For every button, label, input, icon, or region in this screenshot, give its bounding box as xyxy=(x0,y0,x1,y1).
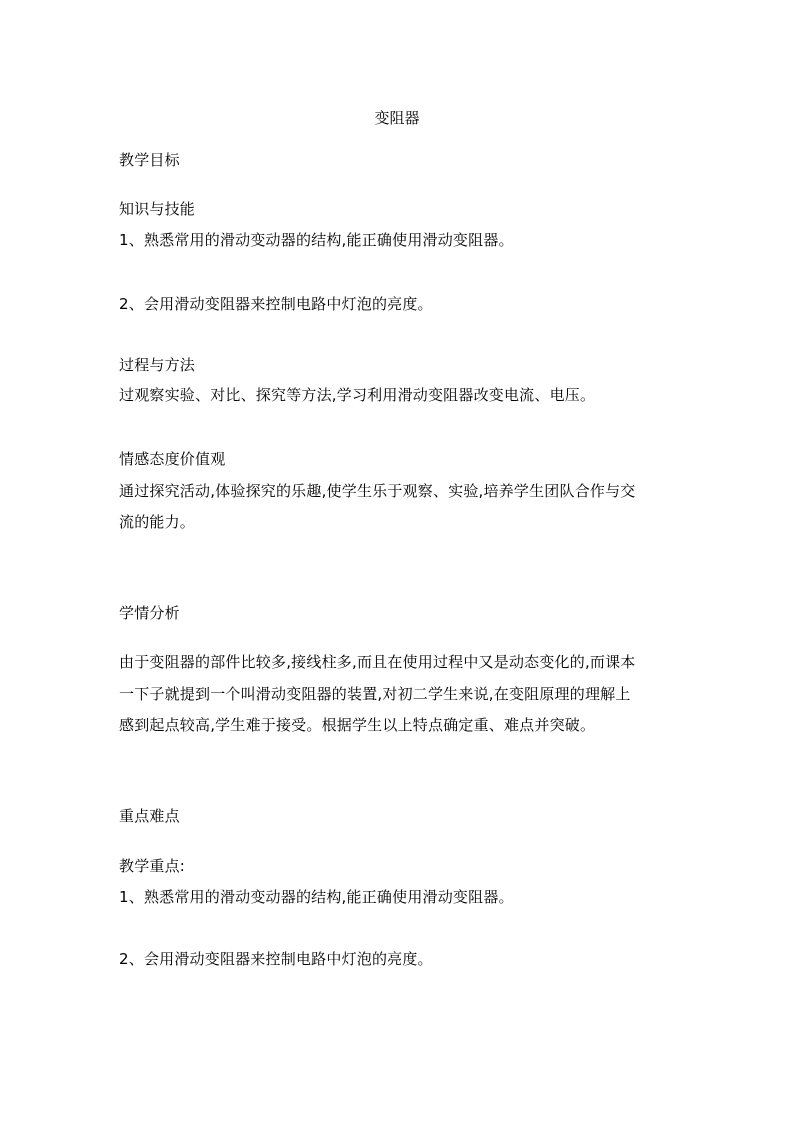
subheading-process-methods: 过程与方法 xyxy=(119,356,196,374)
student-analysis-line-1: 由于变阻器的部件比较多,接线柱多,而且在使用过程中又是动态变化的,而课本 xyxy=(119,653,636,671)
process-text: 过观察实验、对比、探究等方法,学习利用滑动变阻器改变电流、电压。 xyxy=(119,386,596,404)
key-point-item-1: 1、熟悉常用的滑动变动器的结构,能正确使用滑动变阻器。 xyxy=(119,888,514,906)
section-heading-teaching-goals: 教学目标 xyxy=(119,151,180,169)
subheading-knowledge-skills: 知识与技能 xyxy=(119,200,196,218)
subheading-teaching-focus: 教学重点: xyxy=(119,857,186,875)
student-analysis-line-3: 感到起点较高,学生难于接受。根据学生以上特点确定重、难点并突破。 xyxy=(119,716,596,734)
student-analysis-line-2: 一下子就提到一个叫滑动变阻器的装置,对初二学生来说,在变阻原理的理解上 xyxy=(119,685,631,703)
knowledge-item-1: 1、熟悉常用的滑动变动器的结构,能正确使用滑动变阻器。 xyxy=(119,231,514,249)
emotion-text-line-1: 通过探究活动,体验探究的乐趣,使学生乐于观察、实验,培养学生团队合作与交 xyxy=(119,482,636,500)
section-heading-key-points: 重点难点 xyxy=(119,807,180,825)
document-title: 变阻器 xyxy=(374,109,420,127)
subheading-emotion-values: 情感态度价值观 xyxy=(119,450,226,468)
knowledge-item-2: 2、会用滑动变阻器来控制电路中灯泡的亮度。 xyxy=(119,295,433,313)
key-point-item-2: 2、会用滑动变阻器来控制电路中灯泡的亮度。 xyxy=(119,950,433,968)
section-heading-student-analysis: 学情分析 xyxy=(119,604,180,622)
emotion-text-line-2: 流的能力。 xyxy=(119,513,196,531)
